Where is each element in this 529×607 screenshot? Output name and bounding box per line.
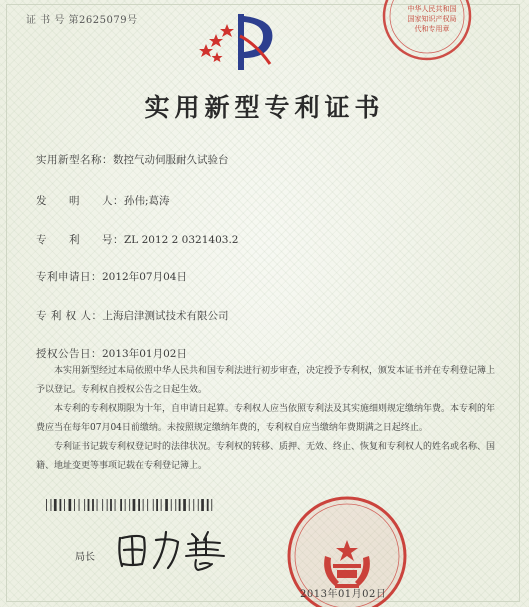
field-patentee: 专 利 权 人：上海启津测试技术有限公司 xyxy=(36,310,229,322)
barcode xyxy=(46,499,296,511)
top-seal-text: 中华人民共和国 国家知识产权局 代和专用章 xyxy=(407,5,457,33)
director-label: 局长 xyxy=(75,552,95,563)
certificate-body xyxy=(36,362,498,476)
body-paragraph: 本实用新型经过本局依照中华人民共和国专利法进行初步审查，决定授予专利权，颁发本证书并在专利登记簿上予以登记。专利权自授权公告之日起生效。 xyxy=(36,366,496,395)
field-patent-number: 专 利 号：ZL 2012 2 0321403.2 xyxy=(36,234,239,246)
certificate-title: 实用新型专利证书 xyxy=(144,93,385,122)
field-grant-date: 授权公告日：2013年01月02日 xyxy=(36,348,187,360)
field-application-date: 专利申请日：2012年07月04日 xyxy=(36,271,187,283)
body-paragraph: 本专利的专利权期限为十年，自申请日起算。专利权人应当依照专利法及其实施细则规定缴纳年费。本专利的年费应当在每年07月04日前缴纳。未按照规定缴纳年费的，专利权自应当缴纳年费期满之日起终止。 xyxy=(36,404,496,433)
certificate-number: 证 书 号 第2625079号 xyxy=(26,15,138,26)
director-signature xyxy=(112,524,237,574)
field-utility-model-name: 实用新型名称：数控气动伺服耐久试验台 xyxy=(36,154,229,166)
field-inventor: 发 明 人：孙伟;葛涛 xyxy=(36,195,170,207)
body-paragraph: 专利证书记载专利权登记时的法律状况。专利权的转移、质押、无效、终止、恢复和专利权人的姓名或名称、国籍、地址变更等事项记载在专利登记簿上。 xyxy=(36,442,496,471)
patent-office-logo xyxy=(196,8,286,72)
issue-date: 2013年01月02日 xyxy=(300,589,387,600)
